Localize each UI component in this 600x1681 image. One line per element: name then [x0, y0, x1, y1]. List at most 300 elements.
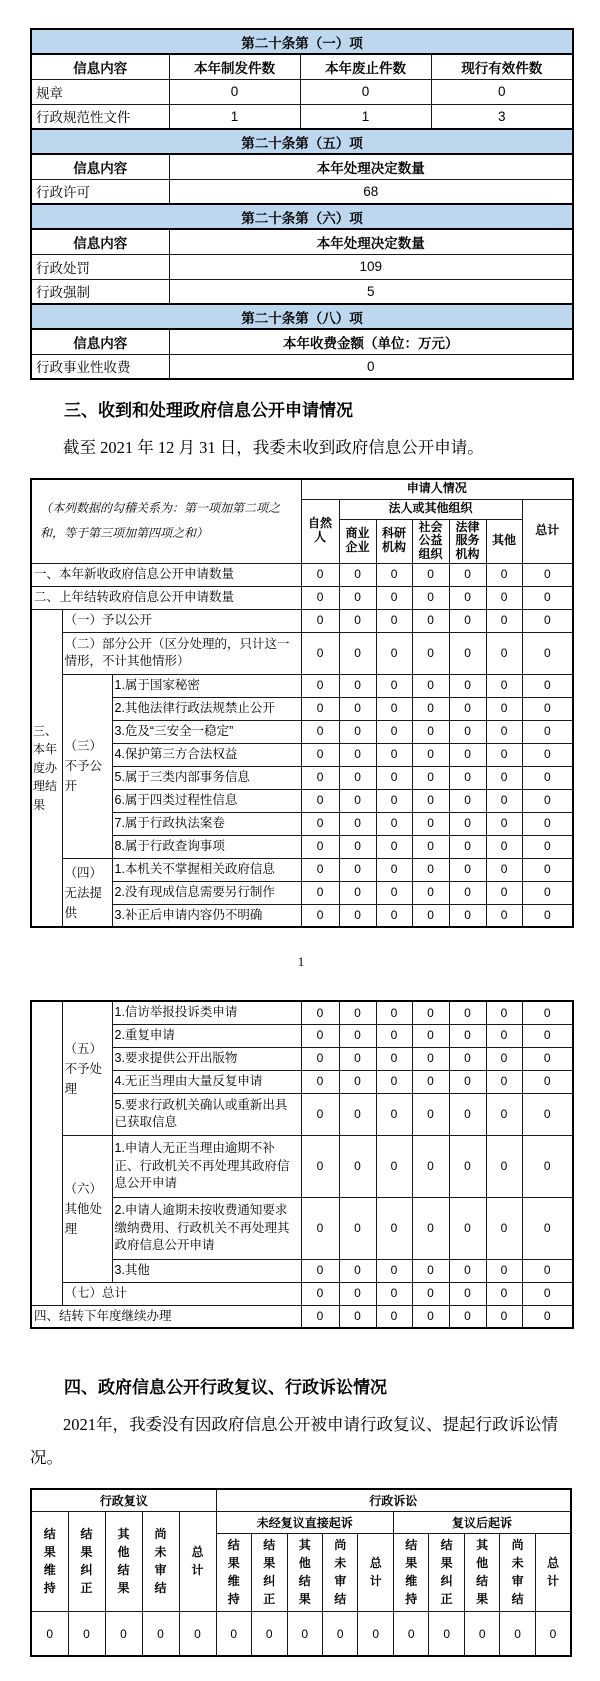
row-label: 行政事业性收费 [31, 354, 169, 379]
value-cell: 0 [301, 835, 339, 858]
org-column-header: 科研机构 [376, 519, 412, 563]
value-cell: 0 [376, 1070, 412, 1093]
section4-heading: 四、政府信息公开行政复议、行政诉讼情况 [64, 1378, 387, 1398]
value-cell: 0 [376, 766, 412, 789]
application-table-page1 [30, 478, 574, 928]
value-cell: 0 [339, 674, 376, 697]
value-cell: 0 [449, 1001, 486, 1024]
value-cell: 0 [376, 1024, 412, 1047]
value-cell: 0 [522, 1093, 573, 1135]
value-cell: 0 [339, 1197, 376, 1259]
value-cell: 0 [301, 904, 339, 927]
table-row [31, 881, 573, 904]
value-cell: 0 [522, 1259, 573, 1282]
group-label: （三）不予公开 [62, 674, 112, 858]
value-cell: 0 [376, 586, 412, 609]
value-cell: 0 [535, 1611, 571, 1656]
value-cell: 0 [522, 1282, 573, 1305]
table-row [31, 609, 573, 632]
value-cell: 0 [486, 743, 522, 766]
value-cell: 0 [339, 835, 376, 858]
value-cell: 0 [301, 1024, 339, 1047]
section-title-row: 第二十条第（八）项 [31, 304, 573, 329]
value-cell: 0 [339, 720, 376, 743]
vertical-header-text: 总计 [191, 1545, 204, 1578]
value-cell: 0 [339, 858, 376, 881]
value-cell: 0 [449, 563, 486, 586]
value-cell: 0 [412, 904, 449, 927]
table-row [31, 1135, 573, 1197]
section3-paragraph: 截至 2021 年 12 月 31 日，我委未收到政府信息公开申请。 [63, 438, 484, 457]
value-cell: 0 [376, 812, 412, 835]
value-cell: 0 [376, 1093, 412, 1135]
value-cell: 0 [412, 1047, 449, 1070]
value-cell: 0 [339, 1001, 376, 1024]
row-label: 5.属于三类内部事务信息 [112, 766, 301, 789]
value-cell: 68 [169, 179, 573, 204]
table-row [31, 720, 573, 743]
table-row [31, 104, 573, 129]
value-cell: 0 [339, 904, 376, 927]
vertical-header-text: 结果纠正 [80, 1527, 93, 1596]
table-row [31, 354, 573, 379]
column-header-total: 总计 [522, 499, 573, 563]
row-label: 行政强制 [31, 279, 169, 304]
table-row [31, 1070, 573, 1093]
org-column-header: 商业企业 [339, 519, 376, 563]
row-label: 行政处罚 [31, 254, 169, 279]
row-label: 8.属于行政查询事项 [112, 835, 301, 858]
row-label: （二）部分公开（区分处理的，只计这一情形，不计其他情形） [62, 632, 301, 674]
table-row [31, 632, 573, 674]
value-cell: 0 [287, 1611, 322, 1656]
column-header: 本年收费金额（单位：万元） [169, 329, 573, 354]
value-cell: 0 [486, 609, 522, 632]
value-cell: 0 [486, 1282, 522, 1305]
group3-continuation-cell [31, 1001, 62, 1305]
litigation-column-header [429, 1533, 464, 1611]
row-label: 3.危及“三安全一稳定” [112, 720, 301, 743]
vertical-header-text: 其他结果 [298, 1538, 311, 1607]
table-row [31, 279, 573, 304]
value-cell: 5 [169, 279, 573, 304]
value-cell: 0 [486, 766, 522, 789]
value-cell: 1 [169, 104, 300, 129]
value-cell: 0 [412, 1305, 449, 1328]
value-cell: 0 [31, 1611, 68, 1656]
value-cell: 0 [486, 1070, 522, 1093]
value-cell: 0 [301, 720, 339, 743]
column-header: 现行有效件数 [431, 54, 573, 79]
value-cell: 0 [449, 1282, 486, 1305]
value-cell: 0 [431, 79, 573, 104]
table-row [31, 835, 573, 858]
value-cell: 0 [376, 674, 412, 697]
value-cell: 109 [169, 254, 573, 279]
section-title-row: 第二十条第（一）项 [31, 29, 573, 54]
value-cell: 0 [486, 697, 522, 720]
value-cell: 0 [376, 609, 412, 632]
value-cell: 0 [522, 1070, 573, 1093]
value-cell: 0 [449, 609, 486, 632]
row-label: 规章 [31, 79, 169, 104]
value-cell: 0 [449, 1197, 486, 1259]
group-label: （六）其他处理 [62, 1135, 112, 1282]
litigation-column-header [535, 1533, 571, 1611]
value-cell: 0 [216, 1611, 251, 1656]
row-label: 1.信访举报投诉类申请 [112, 1001, 301, 1024]
table-row [31, 129, 573, 154]
table-row [31, 766, 573, 789]
review-column-header [142, 1511, 179, 1611]
value-cell: 0 [339, 743, 376, 766]
value-cell: 0 [412, 835, 449, 858]
value-cell: 0 [301, 1282, 339, 1305]
column-header: 本年废止件数 [300, 54, 431, 79]
group-label: （四）无法提供 [62, 858, 112, 927]
value-cell: 0 [486, 812, 522, 835]
value-cell: 0 [376, 743, 412, 766]
row-label: 3.补正后申请内容仍不明确 [112, 904, 301, 927]
table-row [31, 179, 573, 204]
value-cell: 0 [449, 789, 486, 812]
value-cell: 0 [376, 858, 412, 881]
value-cell: 0 [449, 674, 486, 697]
row-label: 3.要求提供公开出版物 [112, 1047, 301, 1070]
value-cell: 0 [486, 1047, 522, 1070]
value-cell: 0 [486, 1135, 522, 1197]
table-row [31, 1047, 573, 1070]
row-label: 二、上年结转政府信息公开申请数量 [31, 586, 301, 609]
org-column-header: 社会公益组织 [412, 519, 449, 563]
row-label: 2.申请人逾期未按收费通知要求缴纳费用、行政机关不再处理其政府信息公开申请 [112, 1197, 301, 1259]
value-cell: 0 [449, 1093, 486, 1135]
value-cell: 0 [449, 858, 486, 881]
value-cell: 0 [500, 1611, 535, 1656]
section-title-row: 第二十条第（五）项 [31, 129, 573, 154]
column-header: 本年处理决定数量 [169, 229, 573, 254]
row-label: 2.其他法律行政法规禁止公开 [112, 697, 301, 720]
table-row [31, 858, 573, 881]
value-cell: 0 [339, 1093, 376, 1135]
value-cell: 0 [376, 563, 412, 586]
value-cell: 0 [412, 609, 449, 632]
value-cell: 0 [486, 835, 522, 858]
row-label: 5.要求行政机关确认或重新出具已获取信息 [112, 1093, 301, 1135]
value-cell: 0 [412, 563, 449, 586]
column-header: 信息内容 [31, 329, 169, 354]
value-cell: 0 [301, 789, 339, 812]
value-cell: 0 [486, 1305, 522, 1328]
value-cell: 0 [339, 812, 376, 835]
value-cell: 0 [301, 1135, 339, 1197]
row-label: 行政规范性文件 [31, 104, 169, 129]
direct-suit-group-header: 未经复议直接起诉 [216, 1511, 393, 1533]
value-cell: 0 [449, 1259, 486, 1282]
value-cell: 0 [339, 766, 376, 789]
value-cell: 0 [393, 1611, 428, 1656]
row-label: 1.属于国家秘密 [112, 674, 301, 697]
value-cell: 0 [339, 1024, 376, 1047]
table-row [31, 743, 573, 766]
value-cell: 0 [412, 674, 449, 697]
value-cell: 0 [449, 743, 486, 766]
value-cell: 1 [300, 104, 431, 129]
value-cell: 0 [412, 1197, 449, 1259]
litigation-column-header [287, 1533, 322, 1611]
value-cell: 0 [339, 609, 376, 632]
value-cell: 0 [376, 1047, 412, 1070]
value-cell: 0 [339, 697, 376, 720]
value-cell: 0 [376, 697, 412, 720]
value-cell: 0 [412, 1282, 449, 1305]
value-cell: 0 [376, 881, 412, 904]
value-cell: 0 [449, 586, 486, 609]
value-cell: 0 [449, 812, 486, 835]
table-row [31, 1093, 573, 1135]
value-cell: 0 [339, 1135, 376, 1197]
value-cell: 0 [376, 1001, 412, 1024]
value-cell: 0 [449, 1024, 486, 1047]
row-label: 四、结转下年度继续办理 [31, 1305, 301, 1328]
value-cell: 0 [376, 1305, 412, 1328]
table-row [31, 479, 573, 499]
review-column-header [179, 1511, 216, 1611]
value-cell: 0 [449, 1047, 486, 1070]
value-cell: 0 [376, 835, 412, 858]
value-cell: 0 [301, 858, 339, 881]
table-row [31, 1259, 573, 1282]
column-header: 信息内容 [31, 154, 169, 179]
value-cell: 0 [486, 881, 522, 904]
value-cell: 0 [522, 563, 573, 586]
table-row [31, 1511, 571, 1533]
value-cell: 0 [486, 789, 522, 812]
litigation-column-header [322, 1533, 357, 1611]
row-label: 4.保护第三方合法权益 [112, 743, 301, 766]
value-cell: 0 [449, 766, 486, 789]
value-cell: 0 [522, 743, 573, 766]
table-row [31, 254, 573, 279]
table-row [31, 29, 573, 54]
value-cell: 0 [412, 586, 449, 609]
value-cell: 0 [412, 720, 449, 743]
value-cell: 0 [449, 904, 486, 927]
value-cell: 0 [376, 904, 412, 927]
table-row [31, 304, 573, 329]
value-cell: 0 [486, 1197, 522, 1259]
value-cell: 0 [486, 1024, 522, 1047]
value-cell: 0 [522, 1305, 573, 1328]
value-cell: 0 [522, 632, 573, 674]
row-label: 2.重复申请 [112, 1024, 301, 1047]
org-column-header: 其他 [486, 519, 522, 563]
value-cell: 0 [301, 1001, 339, 1024]
value-cell: 0 [449, 632, 486, 674]
vertical-header-text: 结果维持 [43, 1527, 56, 1596]
value-cell: 0 [412, 766, 449, 789]
value-cell: 0 [301, 1093, 339, 1135]
vertical-header-text: 结果维持 [405, 1538, 418, 1607]
table-row [31, 1611, 571, 1656]
value-cell: 0 [486, 1093, 522, 1135]
table-row [31, 697, 573, 720]
row-label: 2.没有现成信息需要另行制作 [112, 881, 301, 904]
vertical-header-text: 结果纠正 [440, 1538, 453, 1607]
value-cell: 0 [486, 586, 522, 609]
value-cell: 0 [169, 79, 300, 104]
value-cell: 0 [412, 812, 449, 835]
value-cell: 0 [169, 354, 573, 379]
value-cell: 0 [449, 697, 486, 720]
value-cell: 0 [522, 674, 573, 697]
table-row [31, 1305, 573, 1328]
value-cell: 0 [301, 1305, 339, 1328]
table-row [31, 904, 573, 927]
table-row [31, 54, 573, 79]
value-cell: 0 [486, 632, 522, 674]
group-label: （五）不予处理 [62, 1001, 112, 1135]
value-cell: 0 [464, 1611, 499, 1656]
value-cell: 0 [522, 697, 573, 720]
litigation-column-header [464, 1533, 499, 1611]
value-cell: 0 [449, 835, 486, 858]
vertical-header-text: 结果纠正 [263, 1538, 276, 1607]
value-cell: 0 [412, 1135, 449, 1197]
value-cell: 0 [522, 720, 573, 743]
value-cell: 0 [486, 858, 522, 881]
table-row [31, 154, 573, 179]
value-cell: 0 [300, 79, 431, 104]
column-header: 本年制发件数 [169, 54, 300, 79]
litigation-column-header [393, 1533, 428, 1611]
table-row [31, 1001, 573, 1024]
value-cell: 0 [486, 1001, 522, 1024]
table-row [31, 674, 573, 697]
table-row [31, 1197, 573, 1259]
table-row [31, 329, 573, 354]
value-cell: 0 [376, 1135, 412, 1197]
value-cell: 0 [412, 858, 449, 881]
value-cell: 0 [486, 904, 522, 927]
value-cell: 0 [522, 881, 573, 904]
after-review-suit-group-header: 复议后起诉 [393, 1511, 571, 1533]
vertical-header-text: 尚未审结 [334, 1538, 347, 1607]
row-label: 行政许可 [31, 179, 169, 204]
vertical-header-text: 尚未审结 [511, 1538, 524, 1607]
value-cell: 0 [412, 1093, 449, 1135]
value-cell: 0 [105, 1611, 142, 1656]
value-cell: 0 [339, 1070, 376, 1093]
value-cell: 0 [522, 586, 573, 609]
value-cell: 0 [68, 1611, 105, 1656]
value-cell: 0 [412, 1259, 449, 1282]
value-cell: 3 [431, 104, 573, 129]
vertical-header-text: 结果维持 [227, 1538, 240, 1607]
value-cell: 0 [339, 632, 376, 674]
value-cell: 0 [376, 1259, 412, 1282]
litigation-column-header [500, 1533, 535, 1611]
value-cell: 0 [486, 563, 522, 586]
table-row [31, 79, 573, 104]
value-cell: 0 [522, 812, 573, 835]
vertical-header-text: 总计 [369, 1556, 382, 1589]
vertical-header-text: 其他结果 [476, 1538, 489, 1607]
application-table-page2 [30, 1000, 574, 1329]
section4-paragraph: 2021年，我委没有因政府信息公开被申请行政复议、提起行政诉讼情况。 [30, 1415, 558, 1468]
vertical-header-text: 其他结果 [117, 1527, 130, 1596]
column-header-applicant-group: 申请人情况 [301, 479, 573, 499]
row-label: 3.其他 [112, 1259, 301, 1282]
litigation-group-header: 行政诉讼 [216, 1489, 571, 1511]
value-cell: 0 [522, 858, 573, 881]
value-cell: 0 [301, 1047, 339, 1070]
value-cell: 0 [522, 609, 573, 632]
value-cell: 0 [486, 674, 522, 697]
value-cell: 0 [412, 881, 449, 904]
value-cell: 0 [449, 1305, 486, 1328]
value-cell: 0 [522, 1001, 573, 1024]
value-cell: 0 [412, 1001, 449, 1024]
row-label: （七）总计 [62, 1282, 301, 1305]
value-cell: 0 [522, 1024, 573, 1047]
value-cell: 0 [412, 697, 449, 720]
column-header-natural-person: 自然人 [301, 499, 339, 563]
value-cell: 0 [301, 1197, 339, 1259]
value-cell: 0 [412, 1024, 449, 1047]
review-litigation-table [30, 1488, 572, 1657]
table-row [31, 1489, 571, 1511]
value-cell: 0 [322, 1611, 357, 1656]
table-row [31, 586, 573, 609]
value-cell: 0 [301, 697, 339, 720]
review-column-header [105, 1511, 142, 1611]
value-cell: 0 [301, 1070, 339, 1093]
table-row [31, 812, 573, 835]
table-row [31, 229, 573, 254]
value-cell: 0 [412, 789, 449, 812]
note-cell: （本列数据的勾稽关系为：第一项加第二项之和，等于第三项加第四项之和） [31, 479, 301, 563]
table-row [31, 563, 573, 586]
value-cell: 0 [301, 812, 339, 835]
litigation-column-header [252, 1533, 287, 1611]
value-cell: 0 [522, 835, 573, 858]
row-label: 4.无正当理由大量反复申请 [112, 1070, 301, 1093]
value-cell: 0 [376, 1197, 412, 1259]
value-cell: 0 [376, 789, 412, 812]
review-group-header: 行政复议 [31, 1489, 216, 1511]
group3-row-label: 三、本年度办理结果 [31, 609, 62, 927]
value-cell: 0 [339, 881, 376, 904]
row-label: 一、本年新收政府信息公开申请数量 [31, 563, 301, 586]
value-cell: 0 [486, 1259, 522, 1282]
value-cell: 0 [412, 632, 449, 674]
value-cell: 0 [522, 1197, 573, 1259]
value-cell: 0 [339, 586, 376, 609]
value-cell: 0 [449, 881, 486, 904]
article20-table [30, 28, 574, 380]
table-row [31, 204, 573, 229]
row-label: 1.本机关不掌握相关政府信息 [112, 858, 301, 881]
table-row [31, 1282, 573, 1305]
value-cell: 0 [252, 1611, 287, 1656]
table-row [31, 789, 573, 812]
value-cell: 0 [412, 1070, 449, 1093]
value-cell: 0 [412, 743, 449, 766]
value-cell: 0 [339, 1259, 376, 1282]
value-cell: 0 [339, 1282, 376, 1305]
value-cell: 0 [301, 632, 339, 674]
